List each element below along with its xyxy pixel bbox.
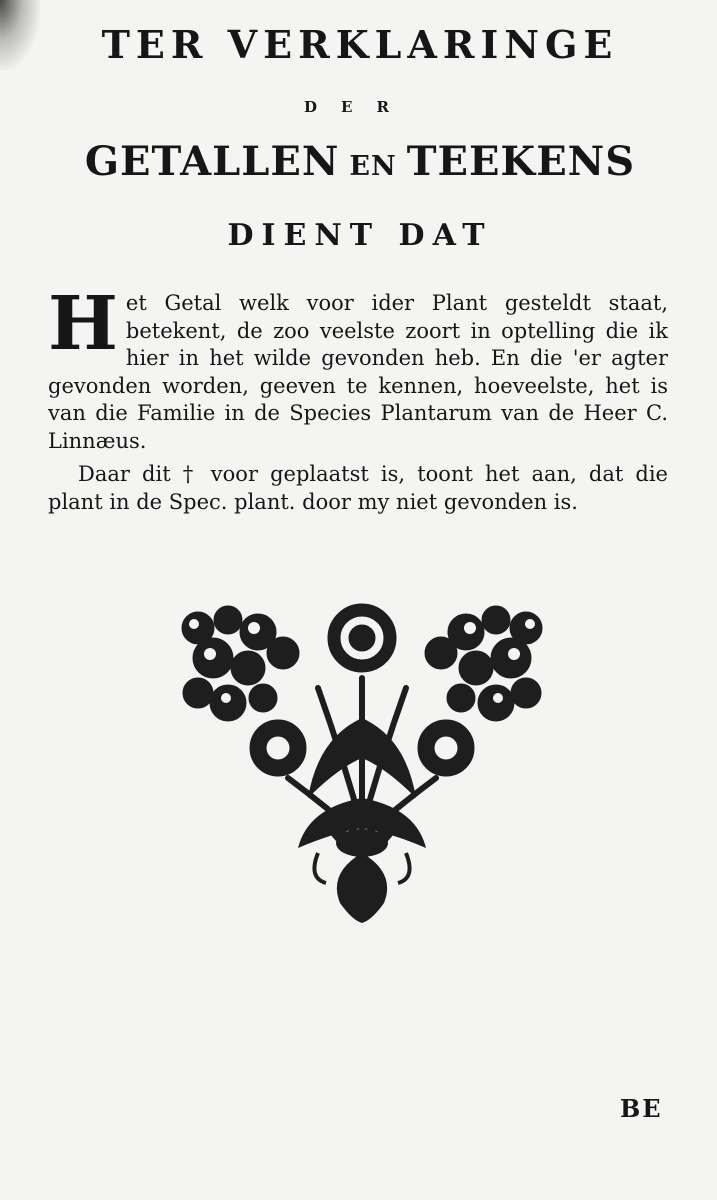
heading-word-teekens: TEEKENS [406,138,636,185]
floral-vignette-icon [168,598,556,928]
drop-cap: H [48,281,118,367]
paragraph-1-text: et Getal welk voor ider Plant gesteldt staat, betekent, de zoo veelste zoort in optelling die ik hier in het wilde gevonden heb. En die 'er agter gevonden worden, geeven te kennen, hoeveelste, het is van die Familie in de Species Plantarum van de Heer C. Linnæus. [48,291,668,453]
heading-word-en: EN [349,151,397,182]
heading-line-2: DER [304,98,413,116]
heading-line-3 [30,138,690,185]
paragraph-1 [48,281,668,455]
catchword: BE [620,1094,663,1123]
heading-line-1: TER VERKLARINGE [101,22,619,67]
page-shadow [0,0,40,70]
heading-line-4: DIENT DAT [227,218,493,253]
heading-word-getallen: GETALLEN [84,138,340,185]
body-text [48,281,668,516]
paragraph-2: Daar dit † voor geplaatst is, toont het aan, dat die plant in de Spec. plant. door my niet gevonden is. [48,462,668,514]
